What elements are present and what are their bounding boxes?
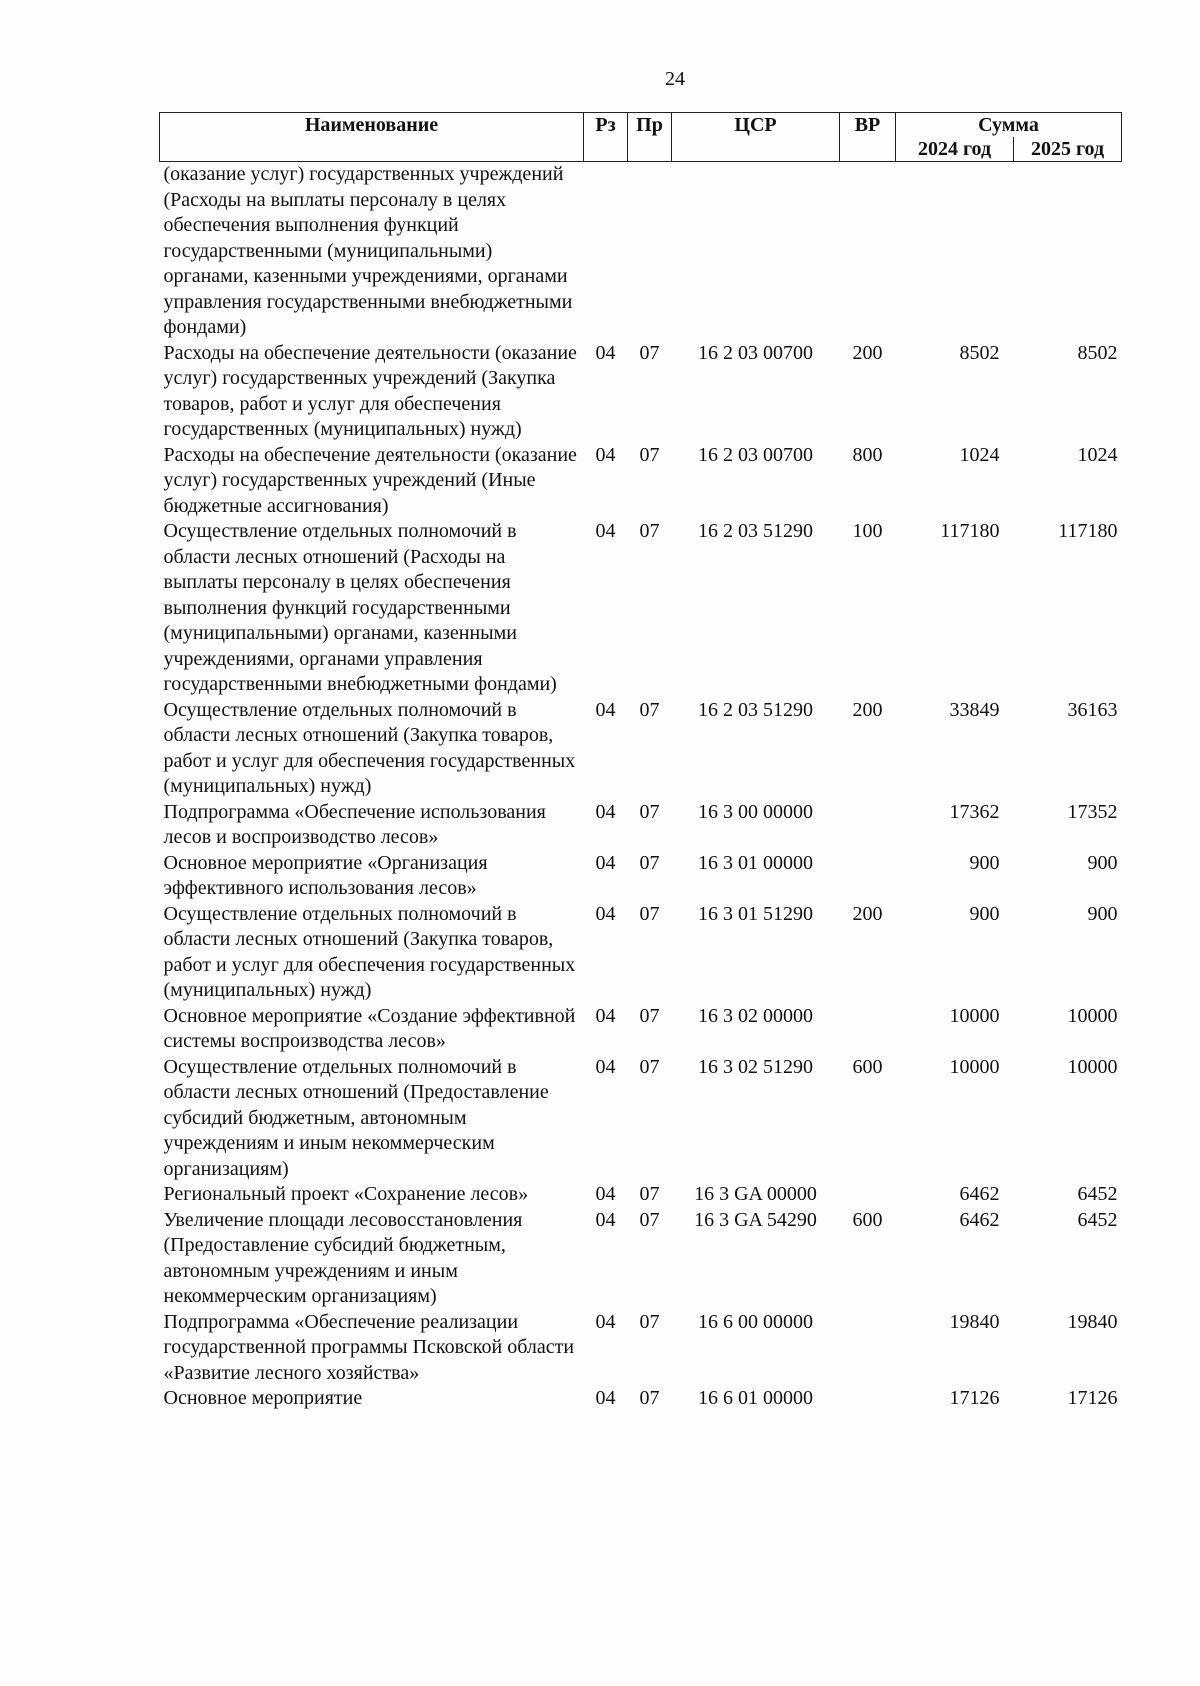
row-vr: 800 bbox=[852, 443, 883, 466]
row-vr bbox=[840, 1182, 896, 1208]
row-sum-2024: 17362 bbox=[949, 800, 1000, 823]
table-body bbox=[160, 162, 1122, 1412]
row-rz: 04 bbox=[595, 1055, 616, 1078]
row-pr: 07 bbox=[639, 1310, 660, 1333]
row-vr bbox=[840, 1310, 896, 1387]
table-row bbox=[160, 341, 1122, 443]
row-sum-2024: 1024 bbox=[959, 443, 1000, 466]
row-rz: 04 bbox=[595, 341, 616, 364]
row-sum-2024: 6462 bbox=[959, 1183, 1000, 1205]
row-rz: 04 bbox=[595, 1310, 616, 1333]
row-sum-2025: 6452 bbox=[1077, 1183, 1118, 1205]
header-sum: Сумма bbox=[896, 113, 1122, 138]
row-rz: 04 bbox=[595, 1183, 616, 1205]
row-sum-2024: 10000 bbox=[949, 1055, 1000, 1078]
row-sum-2024: 8502 bbox=[959, 341, 1000, 364]
row-name: Подпрограмма «Обеспечение использования лесов и воспроизводство лесов» bbox=[163, 800, 546, 848]
row-sum-2024: 6462 bbox=[959, 1208, 1000, 1231]
row-vr: 600 bbox=[852, 1055, 883, 1078]
row-vr: 200 bbox=[852, 341, 883, 364]
table-row bbox=[160, 851, 1122, 902]
row-pr: 07 bbox=[639, 443, 660, 466]
table-header bbox=[160, 113, 1122, 162]
row-vr: 200 bbox=[852, 902, 883, 925]
row-csr: 16 2 03 00700 bbox=[698, 341, 813, 364]
row-name: Осуществление отдельных полномочий в области лесных отношений (Расходы на выплаты персоналу в целях обеспечения выполнения функций государственными (муниципальными) органами, казенными учреждениями, органами управления государственными внебюджетными фондами) bbox=[163, 520, 557, 695]
row-sum-2024: 17126 bbox=[949, 1387, 1000, 1409]
row-name: Осуществление отдельных полномочий в области лесных отношений (Закупка товаров, работ и услуг для обеспечения государственных (муниципальных) нужд) bbox=[163, 698, 576, 797]
row-name: Основное мероприятие «Создание эффективной системы воспроизводства лесов» bbox=[163, 1004, 576, 1052]
table-row bbox=[160, 800, 1122, 851]
row-pr: 07 bbox=[639, 1208, 660, 1231]
table-row bbox=[160, 1208, 1122, 1310]
row-name: Основное мероприятие «Организация эффективного использования лесов» bbox=[163, 851, 488, 899]
row-name: Расходы на обеспечение деятельности (оказание услуг) государственных учреждений (Иные бюджетные ассигнования) bbox=[163, 443, 577, 517]
row-rz: 04 bbox=[595, 698, 616, 721]
row-name: Осуществление отдельных полномочий в области лесных отношений (Закупка товаров, работ и услуг для обеспечения государственных (муниципальных) нужд) bbox=[163, 902, 576, 1001]
row-pr: 07 bbox=[639, 851, 660, 874]
row-rz: 04 bbox=[595, 1004, 616, 1027]
table-row bbox=[160, 1055, 1122, 1183]
header-year-2024: 2024 год bbox=[896, 137, 1014, 162]
table-row bbox=[160, 162, 1122, 341]
row-csr: 16 2 03 51290 bbox=[698, 698, 813, 721]
table-row bbox=[160, 902, 1122, 1004]
row-name: Увеличение площади лесовосстановления (Предоставление субсидий бюджетным, автономным учреждениям и иным некоммерческим организациям) bbox=[163, 1208, 523, 1307]
table-row bbox=[160, 1386, 1122, 1412]
row-csr: 16 3 02 00000 bbox=[698, 1004, 813, 1027]
row-pr: 07 bbox=[639, 800, 660, 823]
row-csr: 16 2 03 51290 bbox=[698, 520, 813, 542]
row-csr: 16 6 01 00000 bbox=[698, 1387, 813, 1409]
row-sum-2025: 900 bbox=[1087, 902, 1118, 925]
row-csr: 16 3 02 51290 bbox=[698, 1055, 813, 1078]
row-pr: 07 bbox=[639, 1055, 660, 1078]
row-csr: 16 3 GA 00000 bbox=[694, 1183, 817, 1205]
table-row bbox=[160, 443, 1122, 520]
row-sum-2024: 117180 bbox=[940, 520, 1000, 542]
row-sum-2025: 10000 bbox=[1067, 1004, 1118, 1027]
row-sum-2024: 900 bbox=[969, 851, 1000, 874]
table-row bbox=[160, 698, 1122, 800]
row-name: Региональный проект «Сохранение лесов» bbox=[163, 1183, 529, 1205]
row-csr bbox=[672, 162, 840, 341]
header-csr: ЦСР bbox=[672, 113, 840, 162]
row-rz: 04 bbox=[595, 1208, 616, 1231]
row-pr: 07 bbox=[639, 520, 660, 542]
row-pr: 07 bbox=[639, 902, 660, 925]
row-rz: 04 bbox=[595, 800, 616, 823]
row-sum-2025: 6452 bbox=[1077, 1208, 1118, 1231]
row-rz: 04 bbox=[595, 1387, 616, 1409]
row-csr: 16 3 00 00000 bbox=[698, 800, 813, 823]
row-rz: 04 bbox=[595, 520, 616, 542]
table-row bbox=[160, 1182, 1122, 1208]
row-pr: 07 bbox=[639, 1183, 660, 1205]
row-sum-2024: 19840 bbox=[949, 1310, 1000, 1333]
row-sum-2025: 36163 bbox=[1067, 698, 1118, 721]
row-vr: 100 bbox=[852, 520, 883, 542]
row-pr: 07 bbox=[639, 1387, 660, 1409]
header-name: Наименование bbox=[160, 113, 584, 162]
row-sum-2025: 19840 bbox=[1067, 1310, 1118, 1333]
row-vr bbox=[840, 1386, 896, 1412]
row-sum-2025: 1024 bbox=[1077, 443, 1118, 466]
table-row bbox=[160, 1310, 1122, 1387]
row-csr: 16 6 00 00000 bbox=[698, 1310, 813, 1333]
budget-table bbox=[159, 112, 1122, 1412]
row-sum-2025 bbox=[1014, 162, 1122, 341]
table-row bbox=[160, 519, 1122, 698]
row-pr bbox=[628, 162, 672, 341]
row-sum-2024: 10000 bbox=[949, 1004, 1000, 1027]
row-vr bbox=[840, 800, 896, 851]
row-csr: 16 3 01 51290 bbox=[698, 902, 813, 925]
header-year-2025: 2025 год bbox=[1014, 137, 1122, 162]
header-vr: ВР bbox=[840, 113, 896, 162]
row-sum-2025: 900 bbox=[1087, 851, 1118, 874]
row-name: Подпрограмма «Обеспечение реализации государственной программы Псковской области «Развитие лесного хозяйства» bbox=[163, 1310, 575, 1384]
row-rz bbox=[584, 162, 628, 341]
row-pr: 07 bbox=[639, 698, 660, 721]
row-name: (оказание услуг) государственных учреждений (Расходы на выплаты персоналу в целях обеспечения выполнения функций государственными (муниципальными) органами, казенными учреждениями, органами управления государственными внебюджетными фондами) bbox=[163, 163, 573, 338]
row-sum-2024: 900 bbox=[969, 902, 1000, 925]
row-sum-2025: 10000 bbox=[1067, 1055, 1118, 1078]
row-vr: 200 bbox=[852, 698, 883, 721]
row-csr: 16 2 03 00700 bbox=[698, 443, 813, 466]
row-sum-2025: 117180 bbox=[1058, 520, 1118, 542]
row-name: Основное мероприятие bbox=[163, 1387, 363, 1409]
page-number: 24 bbox=[665, 68, 685, 90]
row-name: Осуществление отдельных полномочий в области лесных отношений (Предоставление субсидий бюджетным, автономным учреждениям и иным некоммерческим организациям) bbox=[163, 1055, 549, 1180]
row-vr bbox=[840, 851, 896, 902]
row-name: Расходы на обеспечение деятельности (оказание услуг) государственных учреждений (Закупка товаров, работ и услуг для обеспечения государственных (муниципальных) нужд) bbox=[163, 341, 577, 440]
table-row bbox=[160, 1004, 1122, 1055]
row-pr: 07 bbox=[639, 1004, 660, 1027]
row-sum-2024 bbox=[896, 162, 1014, 341]
row-vr bbox=[840, 1004, 896, 1055]
row-sum-2025: 8502 bbox=[1077, 341, 1118, 364]
row-vr bbox=[840, 162, 896, 341]
row-pr: 07 bbox=[639, 341, 660, 364]
header-rz: Рз bbox=[584, 113, 628, 162]
row-sum-2024: 33849 bbox=[949, 698, 1000, 721]
row-sum-2025: 17126 bbox=[1067, 1387, 1118, 1409]
row-rz: 04 bbox=[595, 851, 616, 874]
row-csr: 16 3 01 00000 bbox=[698, 851, 813, 874]
header-pr: Пр bbox=[628, 113, 672, 162]
row-rz: 04 bbox=[595, 902, 616, 925]
row-rz: 04 bbox=[595, 443, 616, 466]
row-csr: 16 3 GA 54290 bbox=[694, 1208, 817, 1231]
row-sum-2025: 17352 bbox=[1067, 800, 1118, 823]
row-vr: 600 bbox=[852, 1208, 883, 1231]
